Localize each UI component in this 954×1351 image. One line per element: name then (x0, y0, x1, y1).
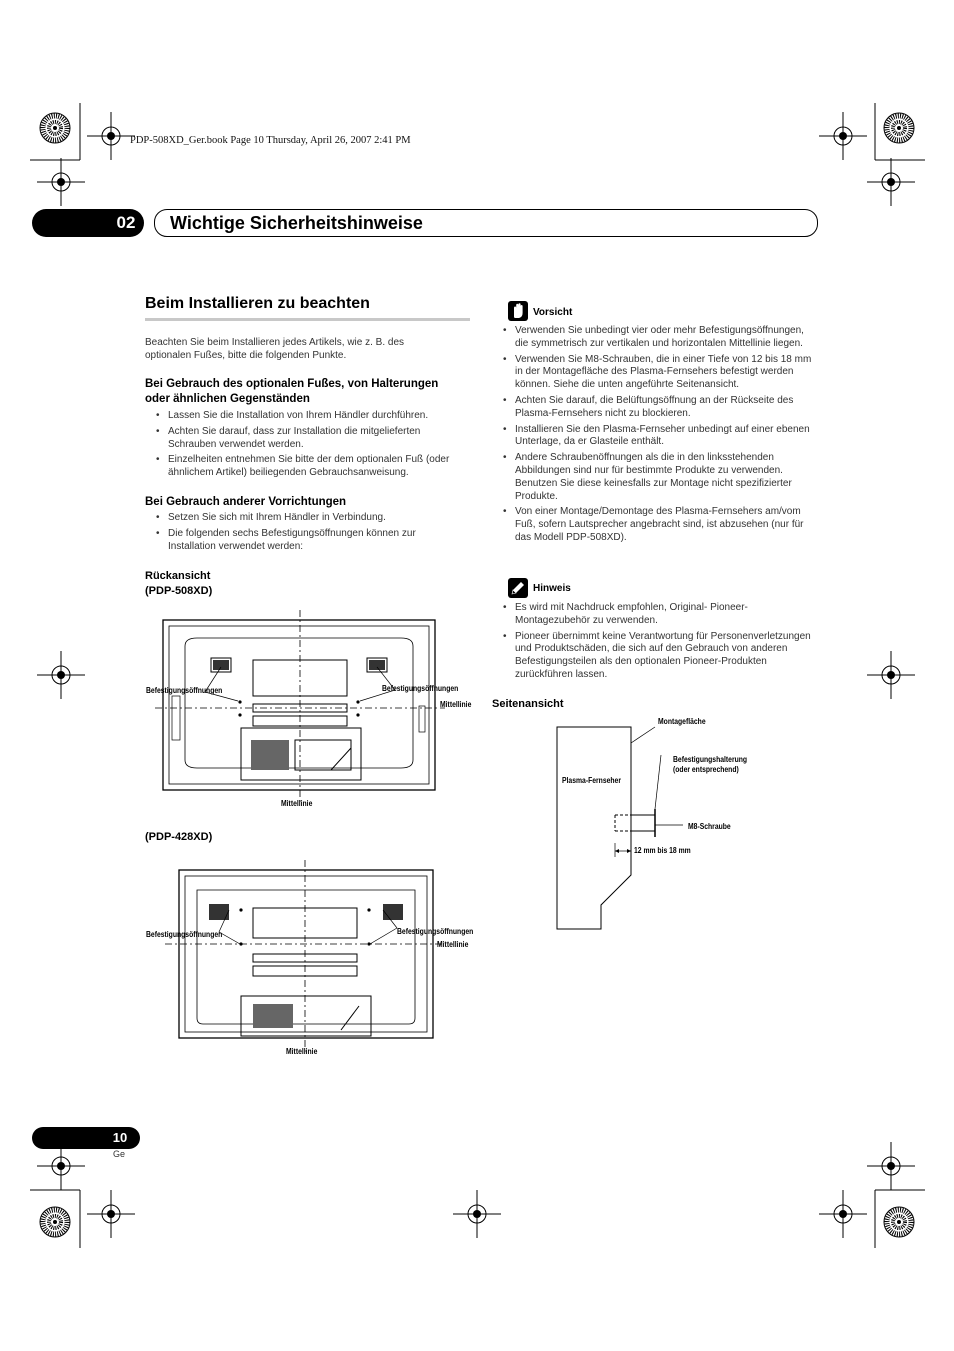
rear-508-centerline-label-v: Mittellinie (281, 799, 313, 808)
print-header: PDP-508XD_Ger.book Page 10 Thursday, April 26, 2007 2:41 PM (130, 135, 411, 146)
subsection-title-1 (145, 377, 475, 407)
list-item: • Von einer Montage/Demontage des Plasma-Fernsehers am/vom Fuß, sofern Lautsprecher angebracht sind, ist abzusehen (nur für das Modell PDP-508XD). (501, 506, 819, 544)
rear-view-title-line2: (PDP-508XD) (145, 585, 213, 597)
side-tv-label: Plasma-Fernseher (562, 776, 621, 785)
subsection-title-1-line2: oder ähnlichen Gegenständen (145, 393, 310, 405)
rear-508-centerline-label-h: Mittellinie (440, 700, 472, 709)
list-item: • Achten Sie darauf, die Belüftungsöffnung an der Rückseite des Plasma-Fernsehers nicht zu blockieren. (501, 395, 819, 421)
list-item: • Achten Sie darauf, dass zur Installation die mitgelieferten Schrauben verwendet werden. (154, 426, 470, 452)
rear-view-428-figure (145, 860, 475, 1060)
page-language: Ge (113, 1149, 126, 1159)
page-number: 10 (112, 1130, 128, 1145)
list-item: • Andere Schraubenöffnungen als die in den linksstehenden Abbildungen sind nur für bestimmte Produkte zu verwenden. Benutzen Sie diese keinesfalls zur Montage nicht spezifizierter Produkte. (501, 452, 819, 503)
note-heading: Hinweis (533, 583, 571, 594)
rear-428-centerline-label-h: Mittellinie (437, 940, 469, 949)
caution-hand-icon (508, 301, 528, 321)
rear-view-428-title: (PDP-428XD) (145, 831, 213, 843)
list-item: • Installieren Sie den Plasma-Fernseher unbedingt auf einer ebenen Unterlage, da er Glasteile enthält. (501, 424, 819, 450)
list-item: • Verwenden Sie unbedingt vier oder mehr Befestigungsöffnungen, die symmetrisch zur vertikalen und horizontalen Mittellinie liegen. (501, 325, 819, 351)
note-list (501, 602, 819, 685)
subsection-1-list (154, 410, 470, 483)
note-pencil-icon (508, 578, 528, 598)
chapter-title: Wichtige Sicherheitshinweise (170, 213, 423, 233)
list-item: • Die folgenden sechs Befestigungsöffnungen können zur Installation verwendet werden: (154, 528, 464, 554)
rear-view-title (145, 569, 212, 599)
rear-view-508-figure (145, 610, 475, 810)
list-item: • Einzelheiten entnehmen Sie bitte der dem optionalen Fuß (oder ähnlichem Artikel) beiliegenden Gebrauchsanweisung. (154, 454, 470, 480)
section-title: Beim Installieren zu beachten (145, 295, 370, 312)
caution-list (501, 325, 819, 548)
caution-heading: Vorsicht (533, 307, 573, 318)
side-depth-label: 12 mm bis 18 mm (634, 846, 691, 855)
side-bracket-label-line2: (oder entsprechend) (673, 765, 739, 774)
rear-508-holes-label-left: Befestigungsöffnungen (146, 686, 223, 695)
side-bracket-label (673, 755, 747, 775)
list-item: • Lassen Sie die Installation von Ihrem Händler durchführen. (154, 410, 470, 423)
rear-508-holes-label-right: Befestigungsöffnungen (382, 684, 459, 693)
side-screw-label: M8-Schraube (688, 822, 731, 831)
chapter-number: 02 (116, 213, 136, 232)
subsection-2-list (154, 512, 464, 556)
rear-428-holes-label-left: Befestigungsöffnungen (146, 930, 223, 939)
section-rule (145, 318, 470, 321)
list-item: • Setzen Sie sich mit Ihrem Händler in Verbindung. (154, 512, 464, 525)
list-item: • Es wird mit Nachdruck empfohlen, Original- Pioneer-Montagezubehör zu verwenden. (501, 602, 819, 628)
subsection-title-2: Bei Gebrauch anderer Vorrichtungen (145, 496, 347, 508)
list-item: • Verwenden Sie M8-Schrauben, die in einer Tiefe von 12 bis 18 mm in der Montagefläche des Plasma-Fernsehers befestigt werden können. Siehe die unten angeführte Seitenansicht. (501, 354, 819, 392)
rear-view-title-line1: Rückansicht (145, 570, 211, 582)
side-view-title: Seitenansicht (492, 698, 564, 710)
rear-428-holes-label-right: Befestigungsöffnungen (397, 927, 474, 936)
rear-428-centerline-label-v: Mittellinie (286, 1047, 318, 1056)
side-mount-surface-label: Montagefläche (658, 717, 706, 726)
section-intro: Beachten Sie beim Installieren jedes Artikels, wie z. B. des optionalen Fußes, bitte die folgenden Punkte. (145, 337, 405, 361)
side-bracket-label-line1: Befestigungshalterung (673, 755, 748, 764)
list-item: • Pioneer übernimmt keine Verantwortung für Personenverletzungen und Produktschäden, die sich auf den Gebrauch von anderen Befestigungsteilen als den optionalen Pioneer-Produkten zurückführen lassen. (501, 631, 819, 682)
side-view-figure (545, 715, 775, 935)
subsection-title-1-line1: Bei Gebrauch des optionalen Fußes, von Halterungen (145, 378, 439, 390)
